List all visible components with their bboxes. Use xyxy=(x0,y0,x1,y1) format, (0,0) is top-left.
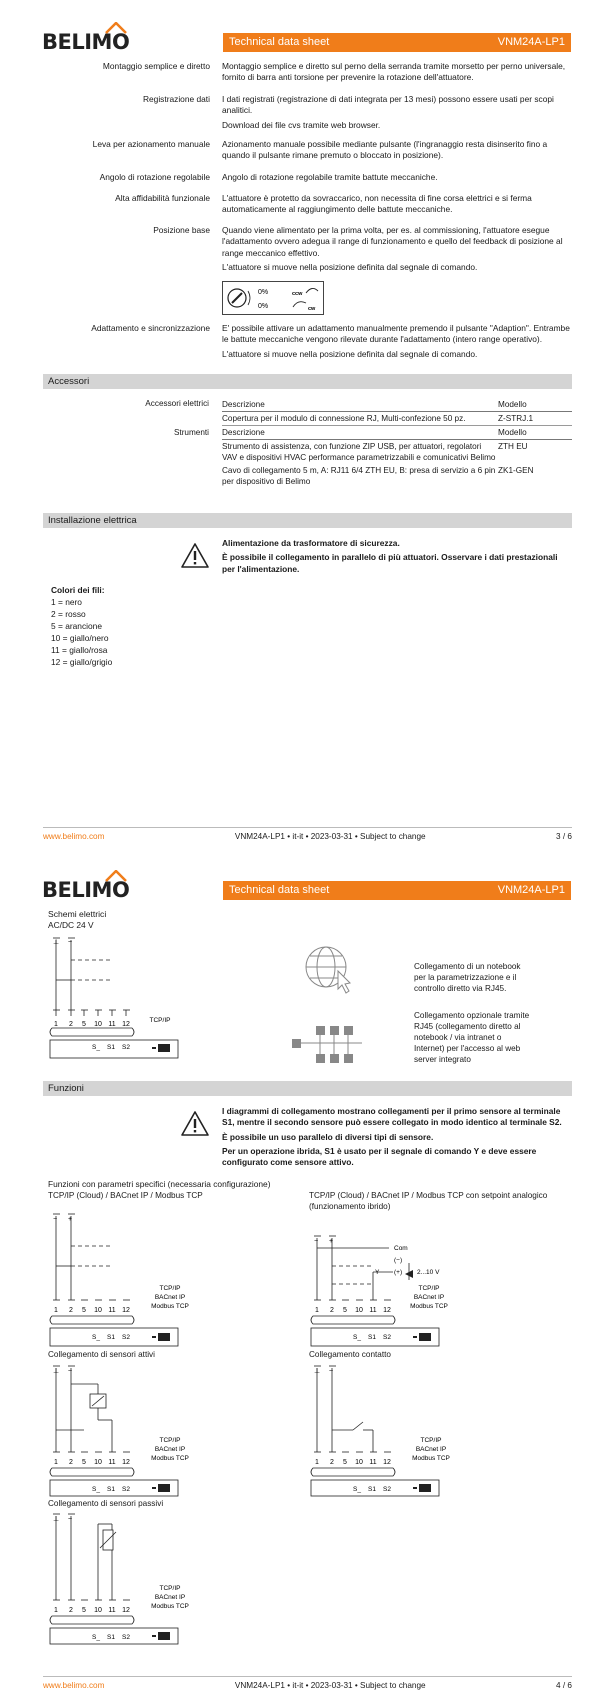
list-item: 5 = arancione xyxy=(51,621,102,631)
diagram-title: TCP/IP (Cloud) / BACnet IP / Modbus TCP con setpoint analogico (funzionamento ibrido) xyxy=(309,1191,548,1212)
svg-text:~: ~ xyxy=(68,939,73,946)
feature-label: Angolo di rotazione regolabile xyxy=(99,172,210,182)
footer xyxy=(43,831,572,842)
footer xyxy=(43,1680,572,1691)
cw-label: cw xyxy=(308,306,316,312)
footer-center: VNM24A-LP1 • it-it • 2023-03-31 • Subject to change xyxy=(234,1681,426,1690)
list-item: 10 = giallo/nero xyxy=(51,633,109,643)
plus-label: (+) xyxy=(394,1269,403,1276)
warning-icon xyxy=(180,1110,210,1137)
footer-center: VNM24A-LP1 • it-it • 2023-03-31 • Subject to change xyxy=(234,832,426,841)
sensor-label: S1 xyxy=(107,1634,115,1641)
belimo-logo: BELIMO xyxy=(42,870,128,902)
proto-label: BACnet IP xyxy=(415,1446,447,1453)
proto-label: BACnet IP xyxy=(154,1294,186,1301)
terminal-label: 10 xyxy=(355,1459,363,1466)
footer-divider xyxy=(43,827,572,828)
wiring-diagram-main xyxy=(48,932,198,1060)
proto-label: TCP/IP xyxy=(159,1585,181,1592)
terminal-label: 10 xyxy=(355,1307,363,1314)
terminal-label: 12 xyxy=(122,1307,130,1314)
section-installazione: Installazione elettrica xyxy=(43,513,572,528)
table-header: Descrizione Modello xyxy=(222,426,572,440)
svg-text:~: ~ xyxy=(329,1368,334,1375)
svg-text:−: − xyxy=(314,1238,319,1245)
terminal-label: 5 xyxy=(343,1459,347,1466)
sensor-label: S_ xyxy=(353,1334,361,1341)
doc-title: Technical data sheet xyxy=(229,884,330,897)
sensor-label: S_ xyxy=(92,1044,100,1051)
svg-text:+: + xyxy=(329,1238,334,1245)
footer-url[interactable]: www.belimo.com xyxy=(43,1681,105,1690)
terminal-label: 1 xyxy=(315,1459,319,1466)
terminal-label: 11 xyxy=(369,1459,377,1466)
terminal-label: 12 xyxy=(122,1607,130,1614)
terminal-label: 11 xyxy=(108,1021,116,1028)
terminal-label: 10 xyxy=(94,1607,102,1614)
footer-divider xyxy=(43,1676,572,1677)
diagram-title: TCP/IP (Cloud) / BACnet IP / Modbus TCP xyxy=(48,1191,203,1200)
position-row1-value: 0% xyxy=(258,289,269,296)
position-diagram xyxy=(222,281,324,315)
feature-text: Angolo di rotazione regolabile tramite battute meccaniche. xyxy=(222,172,438,182)
terminal-label: 10 xyxy=(94,1459,102,1466)
proto-label: TCP/IP xyxy=(159,1437,181,1444)
wiring-diagram-tcpip xyxy=(48,1208,198,1348)
network-text: Collegamento opzionale tramite RJ45 (collegamento diretto al notebook / via intranet o Internet) per l'accesso al web server integrato xyxy=(414,1011,530,1065)
accessori-elettrici-label: Accessori elettrici xyxy=(145,399,209,408)
header-bar xyxy=(223,33,571,52)
proto-label: Modbus TCP xyxy=(410,1303,448,1310)
sensor-label: S1 xyxy=(368,1334,376,1341)
proto-label: TCP/IP xyxy=(420,1437,442,1444)
list-item: 2 = rosso xyxy=(51,609,86,619)
svg-text:+: + xyxy=(68,1216,73,1223)
rj45-icon xyxy=(152,1333,170,1341)
sensor-label: S_ xyxy=(353,1486,361,1493)
terminal-label: 2 xyxy=(330,1459,334,1466)
sensor-label: S_ xyxy=(92,1634,100,1641)
terminal-label: 2 xyxy=(69,1021,73,1028)
terminal-label: 1 xyxy=(54,1459,58,1466)
logo-mark-icon xyxy=(104,870,128,882)
feature-label: Registrazione dati xyxy=(142,94,210,104)
sensor-label: S2 xyxy=(122,1486,130,1493)
terminal-label: 11 xyxy=(369,1307,377,1314)
svg-text:−: − xyxy=(53,1216,58,1223)
terminal-label: 11 xyxy=(108,1607,116,1614)
rj45-icon xyxy=(413,1484,431,1492)
list-item: 11 = giallo/rosa xyxy=(51,645,108,655)
sensor-label: S1 xyxy=(107,1044,115,1051)
doc-title: Technical data sheet xyxy=(229,36,330,49)
feature-text: I dati registrati (registrazione di dati integrata per 13 mesi) possono essere usati per scopi analitici. xyxy=(222,94,554,116)
proto-label: TCP/IP xyxy=(418,1285,440,1292)
terminal-label: 2 xyxy=(330,1307,334,1314)
page-number: 4 / 6 xyxy=(556,1681,572,1690)
feature-label: Adattamento e sincronizzazione xyxy=(91,323,210,333)
table-row: Strumento di assistenza, con funzione ZIP USB, per attuatori, regolatori VAV e dispositivi HVAC performance parametrizzabili e comunicativi Belimo ZTH EU xyxy=(222,442,528,463)
rj45-icon xyxy=(152,1632,170,1640)
page-4 xyxy=(0,848,600,1696)
feature-text: Azionamento manuale possibile mediante pulsante (l'ingranaggio resta disinserito fino a quando il pulsante rimane premuto o bloccato in posizione). xyxy=(222,139,548,161)
wire-colors: Colori dei fili: 1 = nero 2 = rosso 5 = arancione 10 = giallo/nero 11 = giallo/rosa 12 = giallo/grigio xyxy=(51,585,113,667)
com-label: Com xyxy=(394,1245,408,1252)
feature-text: L'attuatore è protetto da sovraccarico, non necessita di fine corsa elettrici e si ferma automaticamente al raggiungimento delle battute meccaniche. xyxy=(222,193,532,215)
ccw-label: ccw xyxy=(292,291,303,297)
svg-text:⊥: ⊥ xyxy=(53,1368,60,1375)
doc-model: VNM24A-LP1 xyxy=(497,36,565,49)
y-label: Y xyxy=(375,1269,380,1276)
terminal-label: 5 xyxy=(82,1307,86,1314)
diagram-title: Collegamento di sensori passivi xyxy=(48,1499,164,1508)
footer-url[interactable]: www.belimo.com xyxy=(43,832,105,841)
belimo-logo: BELIMO xyxy=(42,22,128,54)
svg-text:⊥: ⊥ xyxy=(53,1516,60,1523)
feature-label: Leva per azionamento manuale xyxy=(92,139,210,149)
accessori-table xyxy=(222,398,572,488)
terminal-label: 10 xyxy=(94,1307,102,1314)
terminal-label: 10 xyxy=(94,1021,102,1028)
sensor-label: S1 xyxy=(368,1486,376,1493)
tcpip-label: TCP/IP xyxy=(149,1017,171,1024)
notebook-text: Collegamento di un notebook per la parametrizzazione e il controllo diretto via RJ45. xyxy=(414,962,521,994)
schemi-title: Schemi elettrici xyxy=(48,909,107,919)
terminal-label: 5 xyxy=(343,1307,347,1314)
svg-text:~: ~ xyxy=(68,1516,73,1523)
terminal-label: 5 xyxy=(82,1459,86,1466)
sensor-label: S1 xyxy=(107,1334,115,1341)
sensor-label: S2 xyxy=(122,1044,130,1051)
terminal-label: 12 xyxy=(383,1307,391,1314)
install-warning: Alimentazione da trasformatore di sicurezza. È possibile il collegamento in parallelo di più attuatori. Osservare i dati prestazionali per l'alimentazione. xyxy=(222,538,558,574)
rj45-icon xyxy=(152,1044,170,1052)
svg-text:⊥: ⊥ xyxy=(314,1368,321,1375)
rj45-icon xyxy=(413,1333,431,1341)
terminal-label: 2 xyxy=(69,1607,73,1614)
feature-label: Montaggio semplice e diretto xyxy=(102,61,210,71)
params-title: Funzioni con parametri specifici (necessaria configurazione) xyxy=(48,1179,271,1189)
wiring-diagram-hybrid xyxy=(309,1208,479,1348)
feature-text: L'attuatore si muove nella posizione definita dal segnale di comando. xyxy=(222,262,478,273)
diagram-title: Collegamento contatto xyxy=(309,1350,391,1359)
proto-label: Modbus TCP xyxy=(151,1455,189,1462)
range-label: 2...10 V xyxy=(417,1269,440,1276)
wiring-diagram-passive-sensor xyxy=(48,1508,198,1646)
sensor-label: S_ xyxy=(92,1486,100,1493)
section-funzioni: Funzioni xyxy=(43,1081,572,1096)
proto-label: BACnet IP xyxy=(154,1594,186,1601)
terminal-label: 11 xyxy=(108,1459,116,1466)
minus-label: (−) xyxy=(394,1257,403,1264)
proto-label: Modbus TCP xyxy=(412,1455,450,1462)
feature-text: L'attuatore si muove nella posizione definita dal segnale di comando. xyxy=(222,348,478,359)
svg-text:⊥: ⊥ xyxy=(53,939,60,946)
terminal-label: 5 xyxy=(82,1021,86,1028)
terminal-label: 5 xyxy=(82,1607,86,1614)
wiring-diagram-active-sensor xyxy=(48,1360,198,1498)
strumenti-label: Strumenti xyxy=(173,428,209,437)
terminal-label: 12 xyxy=(122,1021,130,1028)
terminal-label: 11 xyxy=(108,1307,116,1314)
position-row2-value: 0% xyxy=(258,303,269,310)
header-bar xyxy=(223,881,571,900)
terminal-label: 12 xyxy=(122,1459,130,1466)
list-item: 12 = giallo/grigio xyxy=(51,657,113,667)
feature-text: Montaggio semplice e diretto sul perno della serranda tramite morsetto per perno universale, fornito di barra anti torsione per prevenire la rotazione dell'attuatore. xyxy=(222,61,566,83)
doc-model: VNM24A-LP1 xyxy=(497,884,565,897)
feature-text: E' possibile attivare un adattamento manualmente premendo il pulsante "Adaption". Entrambe le battute meccaniche vengono rilevate durante l'adattamento (intero range operativo). xyxy=(222,323,570,345)
table-row: Cavo di collegamento 5 m, A: RJ11 6/4 ZTH EU, B: presa di servizio a 6 pin per dispositivo di Belimo ZK1-GEN xyxy=(222,466,534,487)
terminal-label: 2 xyxy=(69,1459,73,1466)
feature-text: Download dei file cvs tramite web browser. xyxy=(222,119,381,130)
sensor-label: S2 xyxy=(122,1334,130,1341)
feature-label: Posizione base xyxy=(153,225,210,235)
feature-text: Quando viene alimentato per la prima volta, per es. al commissioning, l'attuatore esegue l'adattamento ovvero adegua il range di funzionamento e quello del feedback di posizione al range meccanico effettivo. xyxy=(222,225,563,258)
sensor-label: S2 xyxy=(122,1634,130,1641)
logo-mark-icon xyxy=(104,22,128,34)
proto-label: BACnet IP xyxy=(154,1446,186,1453)
sensor-label: S_ xyxy=(92,1334,100,1341)
table-header: Descrizione Modello xyxy=(222,398,572,412)
switch-contact xyxy=(353,1422,363,1430)
terminal-label: 1 xyxy=(54,1607,58,1614)
wiring-diagram-contact xyxy=(309,1360,459,1498)
list-item: 1 = nero xyxy=(51,597,82,607)
section-accessori: Accessori xyxy=(43,374,572,389)
rj45-icon xyxy=(152,1484,170,1492)
proto-label: Modbus TCP xyxy=(151,1303,189,1310)
page-number: 3 / 6 xyxy=(556,832,572,841)
terminal-label: 1 xyxy=(315,1307,319,1314)
warning-icon xyxy=(180,542,210,569)
table-row: Copertura per il modulo di connessione RJ, Multi-confezione 50 pz. Z-STRJ.1 xyxy=(222,412,572,426)
cursor-icon xyxy=(338,971,350,993)
diagram-title: Collegamento di sensori attivi xyxy=(48,1350,155,1359)
sensor-label: S2 xyxy=(383,1486,391,1493)
sensor-label: S2 xyxy=(383,1334,391,1341)
terminal-label: 12 xyxy=(383,1459,391,1466)
supply-label: AC/DC 24 V xyxy=(48,920,94,930)
sensor-label: S1 xyxy=(107,1486,115,1493)
proto-label: Modbus TCP xyxy=(151,1603,189,1610)
terminal-label: 1 xyxy=(54,1307,58,1314)
funzioni-warning: I diagrammi di collegamento mostrano collegamenti per il primo sensore al terminale S1, mentre il secondo sensore può essere collegato in modo identico al terminale S2. È possibile un uso parallelo di diversi tipi di sensore. Per un operazione ibrida, S1 è usato per il segnale di comando Y e deve essere configurato come sensore attivo. xyxy=(222,1106,562,1168)
proto-label: BACnet IP xyxy=(413,1294,445,1301)
globe-icon xyxy=(300,943,360,995)
network-icon xyxy=(292,1024,376,1068)
terminal-label: 2 xyxy=(69,1307,73,1314)
proto-label: TCP/IP xyxy=(159,1285,181,1292)
feature-label: Alta affidabilità funzionale xyxy=(115,193,210,203)
terminal-label: 1 xyxy=(54,1021,58,1028)
svg-text:~: ~ xyxy=(68,1368,73,1375)
